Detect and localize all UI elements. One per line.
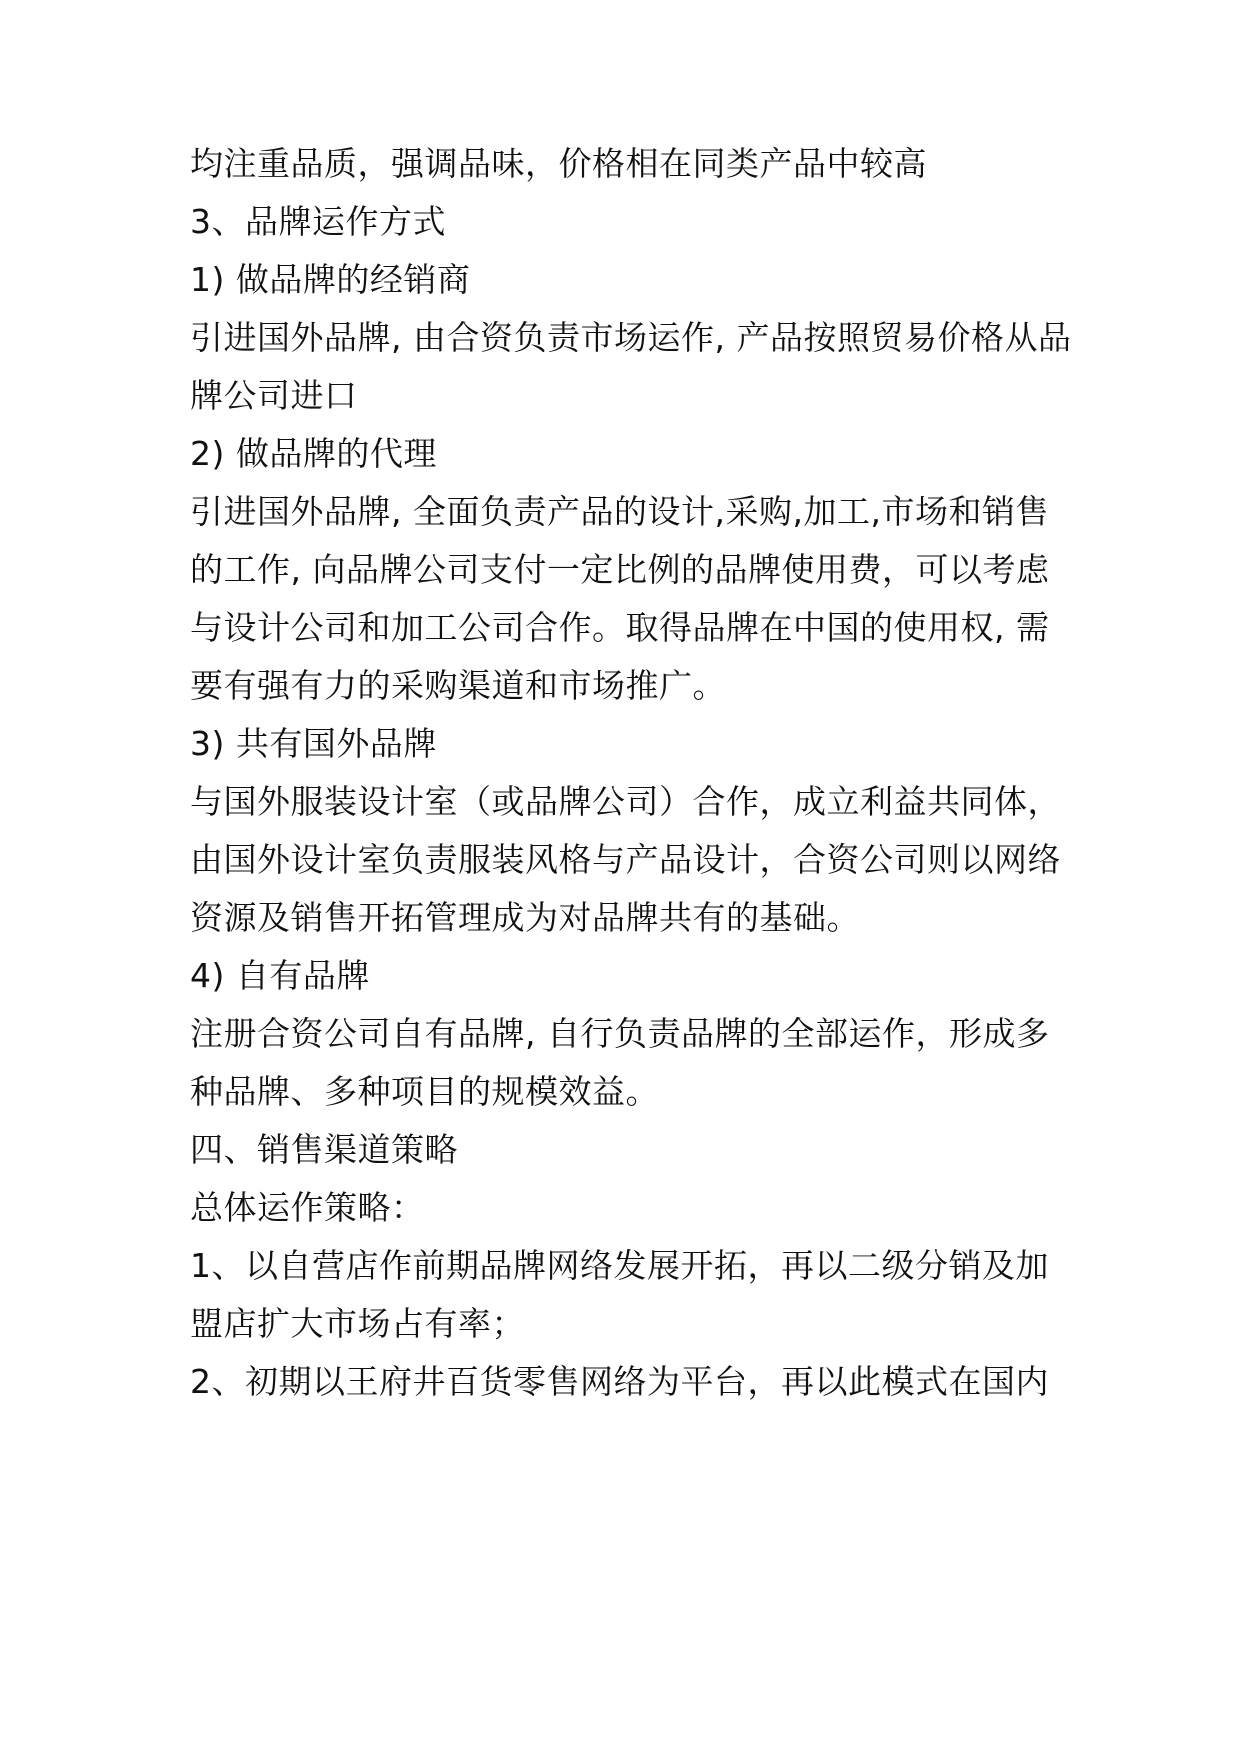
text-line: 2、初期以王府井百货零售网络为平台，再以此模式在国内 — [190, 1362, 1049, 1401]
list-item-heading: 2) 做品牌的代理 — [190, 434, 437, 473]
list-item-heading: 4) 自有品牌 — [190, 956, 370, 995]
text-line: 均注重品质，强调品味，价格相在同类产品中较高 — [190, 144, 927, 183]
text-line: 引进国外品牌, 由合资负责市场运作, 产品按照贸易价格从品 — [190, 318, 1072, 357]
list-item-heading: 1) 做品牌的经销商 — [190, 260, 471, 299]
text-line: 盟店扩大市场占有率； — [190, 1304, 525, 1343]
text-line: 与国外服装设计室（或品牌公司）合作，成立利益共同体， — [190, 782, 1061, 821]
list-item-heading: 3) 共有国外品牌 — [190, 724, 437, 763]
text-line: 种品牌、多种项目的规模效益。 — [190, 1072, 659, 1111]
text-line: 由国外设计室负责服装风格与产品设计，合资公司则以网络 — [190, 840, 1061, 879]
section-heading: 四、销售渠道策略 — [190, 1130, 458, 1169]
text-line: 资源及销售开拓管理成为对品牌共有的基础。 — [190, 898, 860, 937]
text-line: 与设计公司和加工公司合作。取得品牌在中国的使用权, 需 — [190, 608, 1050, 647]
text-line: 1、以自营店作前期品牌网络发展开拓，再以二级分销及加 — [190, 1246, 1049, 1285]
text-line: 注册合资公司自有品牌, 自行负责品牌的全部运作，形成多 — [190, 1014, 1050, 1053]
text-line: 的工作, 向品牌公司支付一定比例的品牌使用费，可以考虑 — [190, 550, 1050, 589]
text-line: 引进国外品牌, 全面负责产品的设计,采购,加工,市场和销售 — [190, 492, 1049, 531]
section-heading: 3、品牌运作方式 — [190, 202, 446, 241]
text-line: 总体运作策略： — [190, 1188, 425, 1227]
text-line: 牌公司进口 — [190, 376, 358, 415]
text-line: 要有强有力的采购渠道和市场推广。 — [190, 666, 726, 705]
